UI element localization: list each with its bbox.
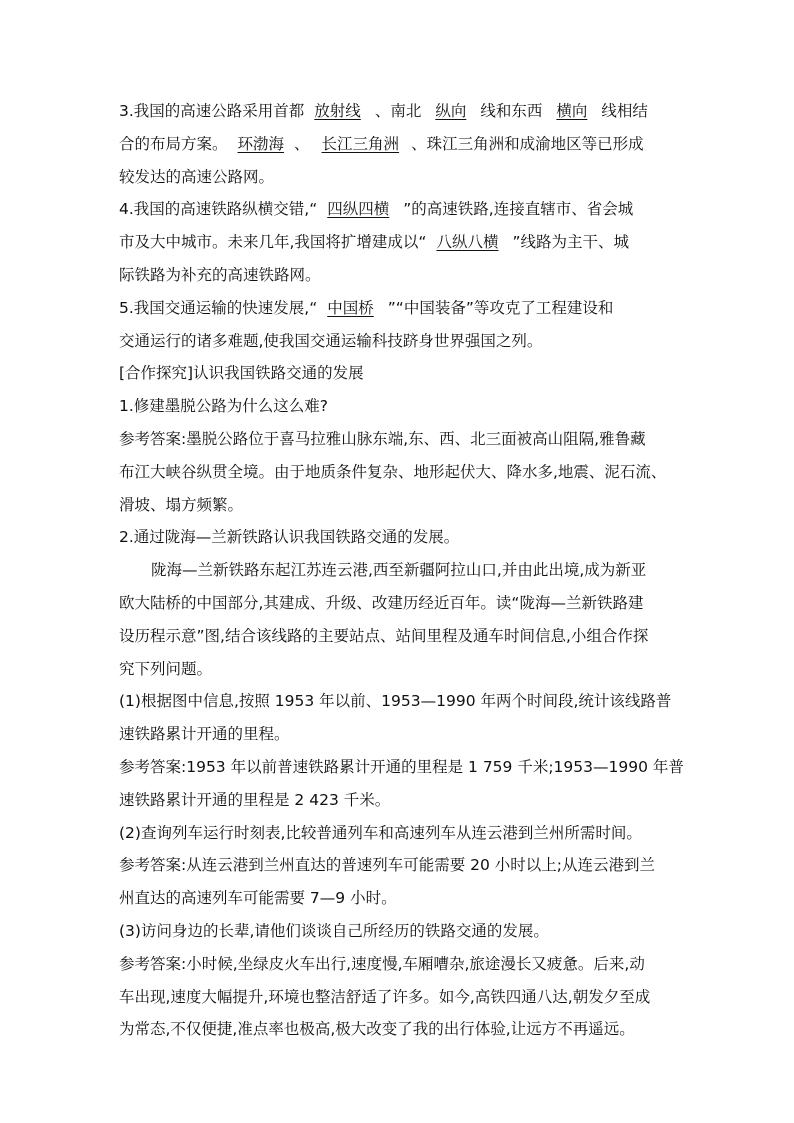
q4-blank-8x8: 八纵八横: [436, 233, 499, 252]
q5-line-2: 交通运行的诸多难题,使我国交通运输科技跻身世界强国之列。: [119, 331, 543, 350]
q3-text: 线相结: [601, 102, 648, 120]
q3-line-3: 较发达的高速公路网。: [119, 167, 275, 186]
q4-text: 市及大中城市。未来几年,我国将扩增建成以“: [119, 233, 427, 252]
q3-text: 3.我国的高速公路采用首都: [119, 102, 305, 120]
subquestion-3-line-1: (3)访问身边的长辈,请他们谈谈自己所经历的铁路交通的发展。: [119, 921, 549, 940]
q4-blank-4x4: 四纵四横: [327, 200, 390, 219]
answer-1-line-3: 滑坡、塌方频繁。: [119, 495, 244, 514]
q4-line-3: 际铁路为补充的高速铁路网。: [119, 265, 321, 284]
q3-blank-vertical: 纵向: [435, 102, 467, 120]
explore-heading: [合作探究]认识我国铁路交通的发展: [119, 364, 364, 383]
q3-blank-radial: 放射线: [314, 102, 361, 120]
subanswer-3-line-3: 为常态,不仅便捷,准点率也极高,极大改变了我的出行体验,让远方不再遥远。: [119, 1020, 635, 1039]
q3-line-1: [119, 95, 684, 128]
subquestion-1-line-2: 速铁路累计开通的里程。: [119, 725, 290, 744]
q3-text: 线和东西: [480, 102, 543, 120]
q4-text: ”线路为主干、城: [512, 233, 630, 252]
q4-text: ”的高速铁路,连接直辖市、省会城: [403, 200, 634, 219]
q3-text: 、南北: [374, 102, 422, 120]
q5-text: 5.我国交通运输的快速发展,“: [119, 298, 318, 317]
subquestion-1-line-1: (1)根据图中信息,按照 1953 年以前、1953—1990 年两个时间段,统计该线路普: [119, 692, 672, 711]
subanswer-1-line-1: 参考答案:1953 年以前普速铁路累计开通的里程是 1 759 千米;1953—1990 年普: [119, 757, 684, 776]
explore-question-2: 2.通过陇海—兰新铁路认识我国铁路交通的发展。: [119, 528, 460, 547]
q3-text: 合的布局方案。: [119, 134, 228, 153]
q3-blank-horizontal: 横向: [556, 102, 588, 120]
q4-text: 4.我国的高速铁路纵横交错,“: [119, 200, 318, 219]
q4-line-2: [119, 226, 684, 259]
q3-blank-bohai: 环渤海: [237, 134, 285, 153]
subanswer-3-line-2: 车出现,速度大幅提升,环境也整洁舒适了许多。如今,高铁四通八达,朝发夕至成: [119, 987, 651, 1006]
explore-question-1: 1.修建墨脱公路为什么这么难?: [119, 397, 329, 416]
q3-line-2: [119, 128, 684, 161]
subquestion-2-line-1: (2)查询列车运行时刻表,比较普通列车和高速列车从连云港到兰州所需时间。: [119, 823, 642, 842]
answer-1-line-1: 参考答案:墨脱公路位于喜马拉雅山脉东端,东、西、北三面被高山阻隔,雅鲁藏: [119, 429, 646, 448]
answer-1-line-2: 布江大峡谷纵贯全境。由于地质条件复杂、地形起伏大、降水多,地震、泥石流、: [119, 462, 667, 481]
q3-blank-yangtze: 长江三角洲: [321, 134, 400, 153]
document-page: [119, 95, 684, 1046]
paragraph-line-2: 欧大陆桥的中国部分,其建成、升级、改建历经近百年。读“陇海—兰新铁路建: [119, 593, 644, 612]
subanswer-3-line-1: 参考答案:小时候,坐绿皮火车出行,速度慢,车厢嘈杂,旅途漫长又疲惫。后来,动: [119, 954, 645, 973]
q3-text: 、珠江三角洲和成渝地区等已形成: [411, 134, 644, 153]
q3-text: 、: [294, 134, 310, 153]
q5-text: ”“中国装备”等攻克了工程建设和: [387, 298, 614, 317]
subanswer-2-line-2: 州直达的高速列车可能需要 7—9 小时。: [119, 889, 397, 908]
subanswer-2-line-1: 参考答案:从连云港到兰州直达的普速列车可能需要 20 小时以上;从连云港到兰: [119, 856, 656, 875]
subanswer-1-line-2: 速铁路累计开通的里程是 2 423 千米。: [119, 790, 391, 809]
paragraph-line-1: 陇海—兰新铁路东起江苏连云港,西至新疆阿拉山口,并由此出境,成为新亚: [151, 561, 647, 580]
q4-line-1: [119, 193, 684, 226]
paragraph-line-3: 设历程示意”图,结合该线路的主要站点、站间里程及通车时间信息,小组合作探: [119, 626, 649, 645]
q5-line-1: [119, 292, 684, 325]
paragraph-line-4: 究下列问题。: [119, 659, 213, 678]
q5-blank-bridge: 中国桥: [327, 298, 374, 317]
